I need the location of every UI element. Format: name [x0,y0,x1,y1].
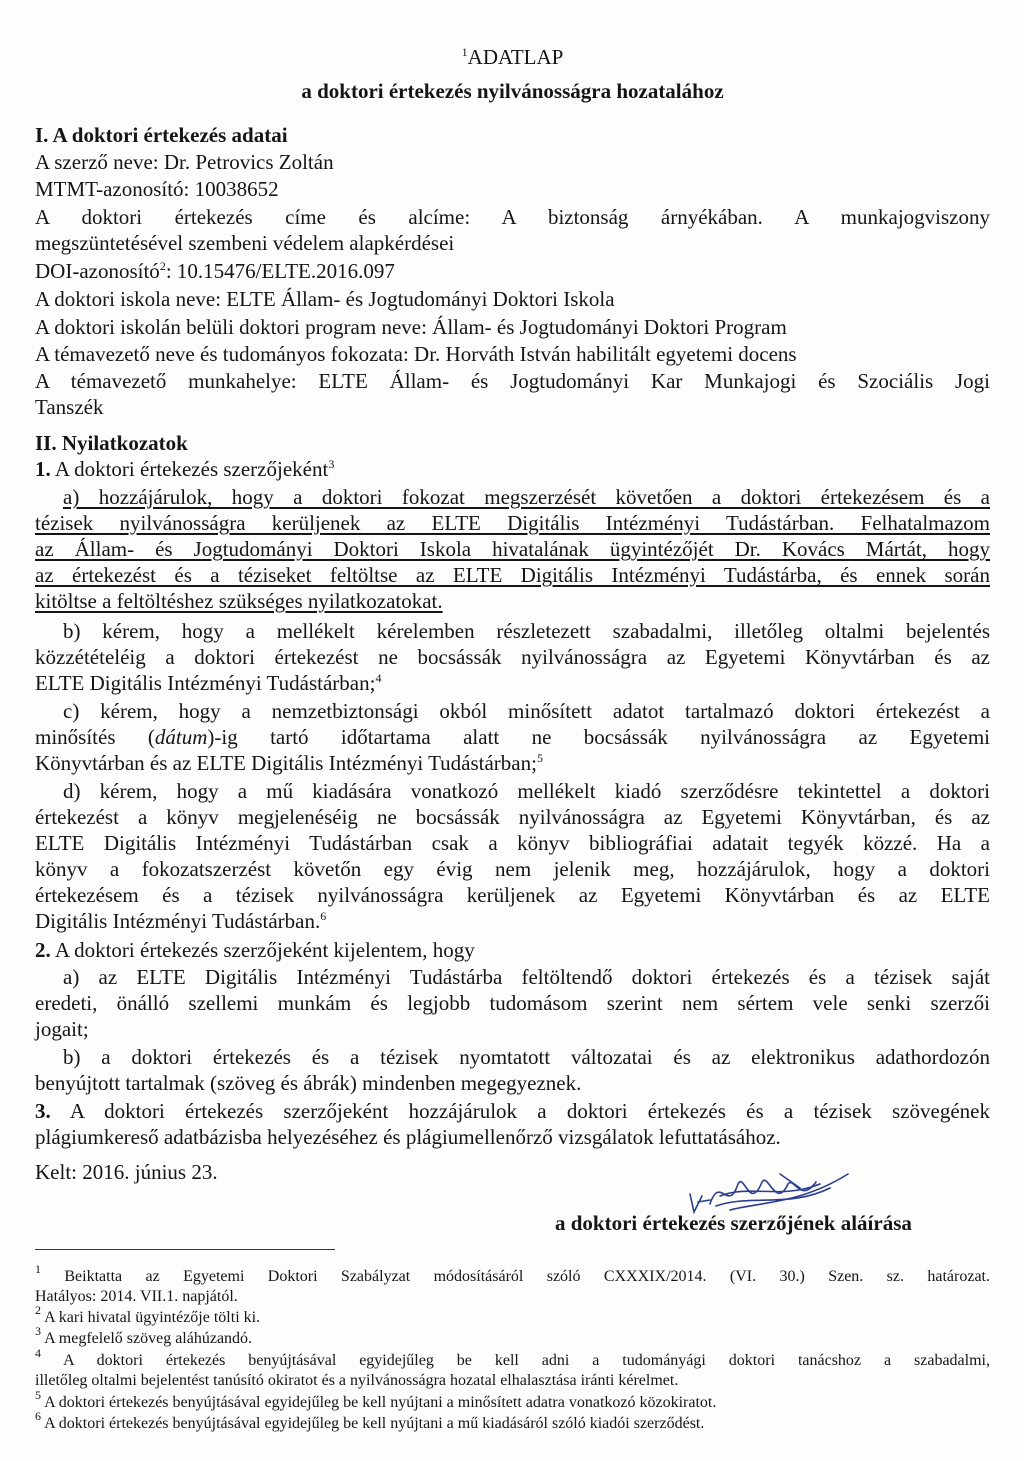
option-b-line: b) kérem, hogy a mellékelt kérelemben részletezett szabadalmi, illetőleg oltalmi bejelentés [63,619,990,643]
option-a-line: a) hozzájárulok, hogy a doktori fokozat megszerzését követően a doktori értekezésem és a [63,485,990,509]
option-c-line: minősítés (dátum)-ig tartó időtartama alatt ne bocsássák nyilvánosságra az Egyetemi [35,725,990,749]
option-d-line: ELTE Digitális Intézményi Tudástárban csak a könyv bibliográfiai adatait tegyék közzé. Ha a [35,831,990,855]
document-title: $^1$ADATLAP [461,45,564,69]
footnote-mark: 5 [536,751,543,765]
section-heading-data: I. A doktori értekezés adatai [35,123,288,147]
option-d-line: d) kérem, hogy a mű kiadására vonatkozó mellékelt kiadó szerződésre tekintettel a doktori [63,779,990,803]
section-heading-declarations: II. Nyilatkozatok [35,431,188,455]
footnote-mark: 3 [328,457,335,471]
title-footnote-mark: 1 [461,45,468,59]
supervisor-workplace-line: A témavezető munkahelye: ELTE Állam- és Jogtudományi Kar Munkajogi és Szociális Jogi [35,369,990,393]
footnote-4: $^4$ A doktori értekezés benyújtásával egyidejűleg be kell adni a tudományági doktori tanácshoz a szabadalmi, [35,1346,990,1369]
doi-footnote-mark: 2 [159,259,166,273]
footnote-divider [35,1249,335,1250]
supervisor: A témavezető neve és tudományos fokozata: Dr. Horváth István habilitált egyetemi docens [35,342,797,366]
declaration-3-line: 3. A doktori értekezés szerzőjeként hozzájárulok a doktori értekezés és a tézisek szövegének [35,1099,990,1123]
supervisor-workplace-line: Tanszék [35,395,104,419]
footnote-3: $^3$ A megfelelő szöveg aláhúzandó. [35,1324,253,1347]
footnote-1: $^1$ Beiktatta az Egyetemi Doktori Szabályzat módosításáról szóló CXXXIX/2014. (VI. 30.) Szen. sz. határozat. [35,1262,991,1285]
footnote-5: $^5$ A doktori értekezés benyújtásával egyidejűleg be kell nyújtani a minősített adatra vonatkozó közokiratot. [35,1388,717,1411]
declaration-1-intro: 1. A doktori értekezés szerzőjeként$^3$ [35,457,335,481]
option-c-line: c) kérem, hogy a nemzetbiztonsági okból minősített adatot tartalmazó doktori értekezést a [63,699,990,723]
footnote-2: $^2$ A kari hivatal ügyintézője tölti ki. [35,1303,261,1326]
declaration-2a-line: jogait; [35,1017,89,1041]
declaration-2a-line: eredeti, önálló szellemi munkám és legjobb tudomásom szerint nem sértem vele senki szerzői [35,991,990,1015]
option-b-line: közzétételéig a doktori értekezést ne bocsássák nyilvánosságra az Egyetemi Könyvtárban és az [35,645,990,669]
declaration-2-intro: 2. A doktori értekezés szerzőjeként kijelentem, hogy [35,938,475,962]
declaration-3-line: plágiumkereső adatbázisba helyezéséhez és plágiumellenőrző vizsgálatok lefuttatásához. [35,1125,781,1149]
doctoral-program: A doktori iskolán belüli doktori program neve: Állam- és Jogtudományi Doktori Program [35,315,787,339]
thesis-title-line: megszüntetésével szembeni védelem alapkérdései [35,231,455,255]
doctoral-school: A doktori iskola neve: ELTE Állam- és Jogtudományi Doktori Iskola [35,287,615,311]
document-subtitle: a doktori értekezés nyilvánosságra hozatalához [301,79,724,103]
doi-id: DOI-azonosító$^2$: 10.15476/ELTE.2016.097 [35,259,395,283]
signing-date: Kelt: 2016. június 23. [35,1160,218,1184]
option-d-line: értekezésem és a tézisek nyilvánosságra kerüljenek az Egyetemi Könyvtárban és az ELTE [35,883,990,907]
declaration-2a-line: a) az ELTE Digitális Intézményi Tudástárba feltöltendő doktori értekezés és a tézisek saját [63,965,990,989]
footnote-6: $^6$ A doktori értekezés benyújtásával egyidejűleg be kell nyújtani a mű kiadásáról szóló kiadói szerződést. [35,1409,705,1432]
footnote-1-cont: Hatályos: 2014. VII.1. napjától. [35,1288,238,1305]
thesis-title-line: A doktori értekezés címe és alcíme: A biztonság árnyékában. A munkajogviszony [35,205,990,229]
footnote-mark: 4 [375,671,382,685]
option-a-line: kitöltse a feltöltéshez szükséges nyilatkozatokat. [35,589,443,613]
footnote-mark: 6 [320,909,327,923]
option-b-line: ELTE Digitális Intézményi Tudástárban;$^4$ [35,671,382,695]
option-c-line: Könyvtárban és az ELTE Digitális Intézményi Tudástárban;$^5$ [35,751,543,775]
option-d-line: könyv a fokozatszerzést követőn egy évig nem jelenik meg, hozzájárulok, hogy a doktori [35,857,990,881]
option-a-line: az Állam- és Jogtudományi Doktori Iskola hivatalának ügyintézőjét Dr. Kovács Mártát, hogy [35,537,990,561]
signature-label: a doktori értekezés szerzőjének aláírása [555,1211,912,1235]
declaration-2b-line: b) a doktori értekezés és a tézisek nyomtatott változatai és az elektronikus adathordozón [63,1045,990,1069]
option-d-line: Digitális Intézményi Tudástárban.$^6$ [35,909,327,933]
option-a-line: az értekezést és a téziseket feltöltse az ELTE Digitális Intézményi Tudástárba, és ennek során [35,563,990,587]
option-a-line: tézisek nyilvánosságra kerüljenek az ELTE Digitális Intézményi Tudástárban. Felhatalmazom [35,511,990,535]
mtmt-id: MTMT-azonosító: 10038652 [35,177,279,201]
author-name: A szerző neve: Dr. Petrovics Zoltán [35,150,334,174]
footnote-4-cont: illetőleg oltalmi bejelentést tanúsító okiratot és a nyilvánosságra hozatal elhalasztása iránti kérelmet. [35,1372,679,1389]
declaration-2b-line: benyújtott tartalmak (szöveg és ábrák) mindenben megegyeznek. [35,1071,582,1095]
option-d-line: értekezést a könyv megjelenéséig ne bocsássák nyilvánosságra az Egyetemi Könyvtárban, és az [35,805,990,829]
